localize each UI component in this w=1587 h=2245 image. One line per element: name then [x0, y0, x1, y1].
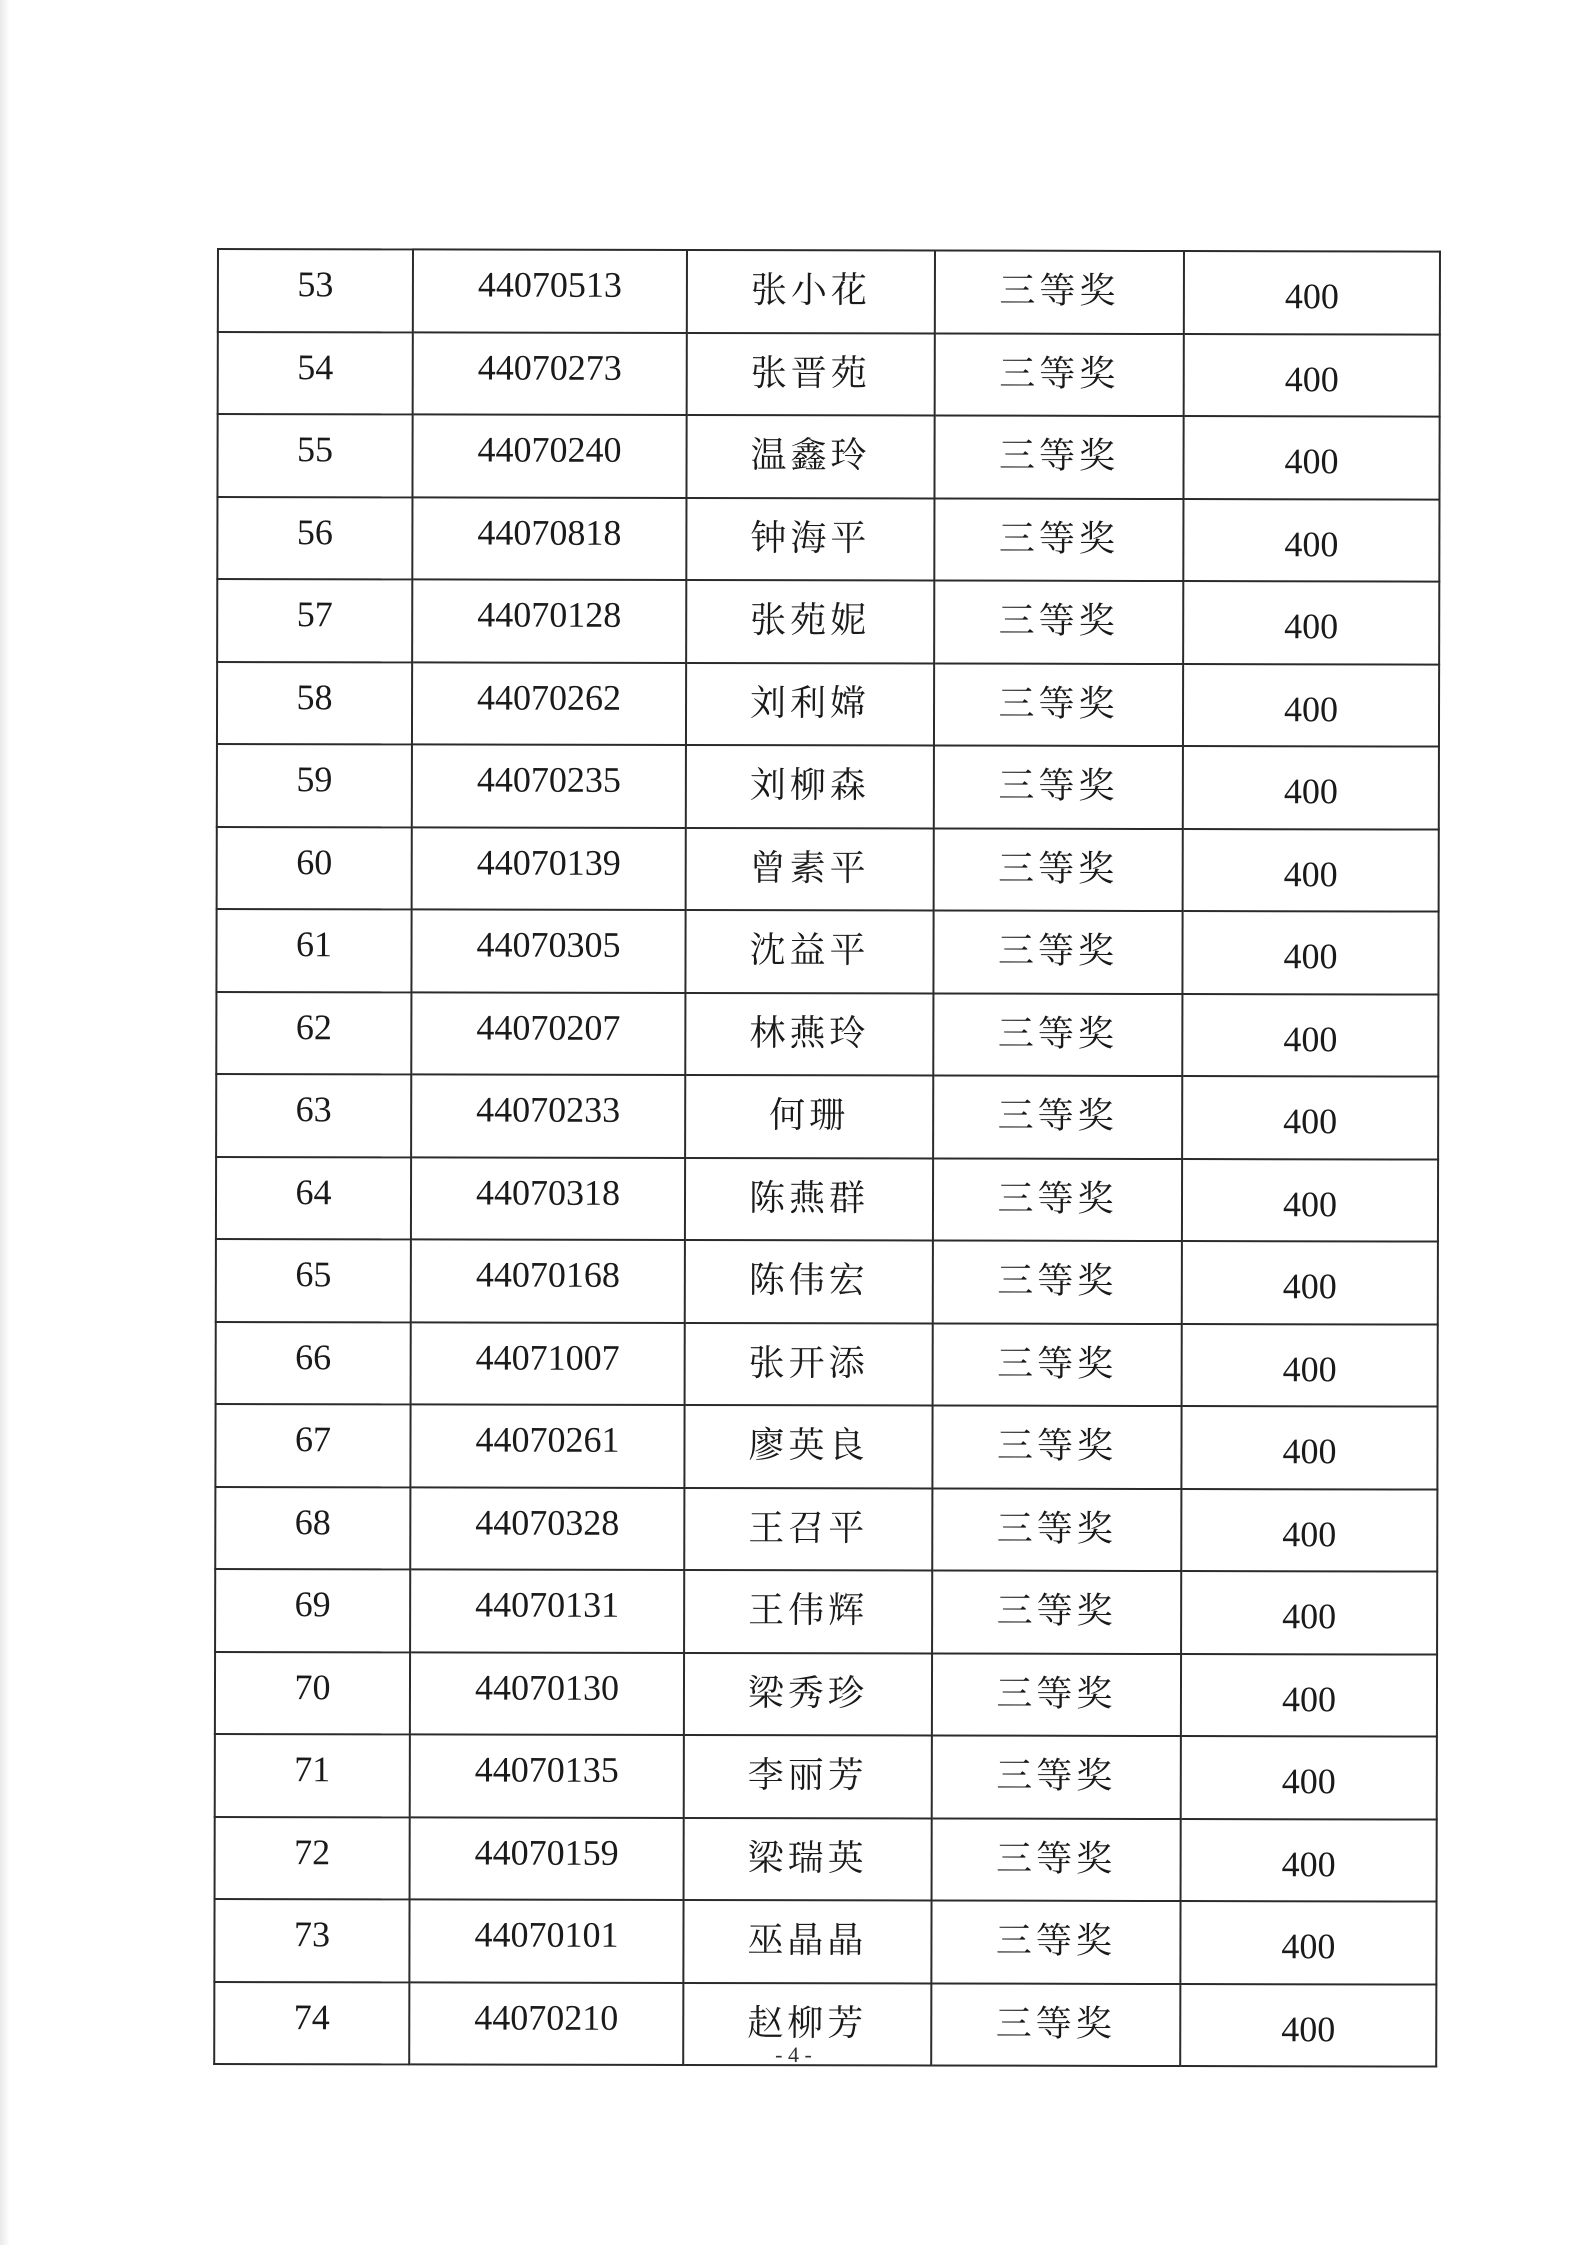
- candidate-id-cell-text: 44070139: [476, 842, 621, 883]
- candidate-id-cell: [411, 992, 685, 1075]
- candidate-id-cell: [409, 1899, 683, 1982]
- award-amount-cell: 400: [1183, 499, 1439, 582]
- name-cell: 钟海平: [686, 497, 934, 580]
- name-cell: 李丽芳: [684, 1735, 932, 1818]
- prize-level-cell: 三等奖: [932, 1736, 1181, 1819]
- candidate-id-cell: [413, 249, 687, 332]
- row-number-cell-text: 71: [294, 1749, 331, 1790]
- prize-level-cell: 三等奖: [934, 581, 1183, 664]
- row-number-cell-text: 74: [293, 1996, 330, 2037]
- prize-level-cell: 三等奖: [933, 911, 1182, 994]
- table-row: [217, 497, 1439, 582]
- name-cell: 张苑妮: [686, 580, 934, 663]
- table-row: [216, 1074, 1438, 1159]
- candidate-id-cell-text: 44070168: [475, 1254, 620, 1296]
- prize-level-cell: 三等奖: [931, 1901, 1180, 1984]
- candidate-id-cell-text: 44070818: [477, 512, 622, 553]
- award-amount-cell: 400: [1183, 416, 1439, 499]
- candidate-id-cell: [411, 1074, 685, 1157]
- award-amount-cell: 400: [1181, 1736, 1437, 1819]
- candidate-id-cell: [411, 909, 685, 992]
- row-number-cell-text: 67: [294, 1419, 332, 1460]
- prize-level-cell: 三等奖: [934, 498, 1183, 581]
- table-row: [216, 1321, 1438, 1406]
- table-row: [215, 1651, 1437, 1736]
- award-amount-cell: 400: [1183, 664, 1439, 747]
- table-row: [217, 662, 1439, 747]
- candidate-id-cell: [410, 1487, 684, 1570]
- award-amount-cell: 400: [1182, 1324, 1438, 1407]
- name-cell: 温鑫玲: [686, 415, 934, 498]
- row-number-cell: [216, 1239, 411, 1322]
- candidate-id-cell: [412, 579, 686, 662]
- prize-level-cell: 三等奖: [935, 333, 1184, 416]
- candidate-id-cell: [410, 1652, 684, 1735]
- candidate-id-cell-text: 44070210: [474, 1997, 619, 2038]
- award-amount-cell: 400: [1181, 1654, 1437, 1737]
- candidate-id-cell: [410, 1734, 684, 1817]
- table-row: [215, 1569, 1437, 1654]
- row-number-cell: [216, 1321, 411, 1404]
- award-amount-cell: 400: [1183, 829, 1439, 912]
- row-number-cell: [218, 332, 413, 415]
- prize-level-cell: 三等奖: [932, 1488, 1181, 1571]
- row-number-cell: [216, 1157, 411, 1240]
- candidate-id-cell-text: 44071007: [475, 1337, 620, 1378]
- table-row: [216, 909, 1438, 994]
- prize-level-cell: 三等奖: [932, 1406, 1181, 1489]
- table-row: [215, 1486, 1437, 1571]
- row-number-cell: [215, 1734, 410, 1817]
- award-amount-cell: 400: [1182, 1241, 1438, 1324]
- candidate-id-cell: [412, 662, 686, 745]
- row-number-cell: [214, 1899, 409, 1982]
- award-amount-cell: 400: [1182, 1159, 1438, 1242]
- row-number-cell: [217, 497, 412, 580]
- prize-level-cell: 三等奖: [933, 1158, 1182, 1241]
- row-number-cell: [218, 249, 413, 332]
- table-row: [214, 1899, 1436, 1984]
- award-amount-cell: 400: [1184, 251, 1440, 334]
- candidate-id-cell: [411, 1157, 685, 1240]
- row-number-cell-text: 63: [295, 1089, 332, 1130]
- table-row: [218, 249, 1440, 334]
- candidate-id-cell-text: 44070135: [474, 1749, 619, 1791]
- award-amount-cell: 400: [1184, 334, 1440, 417]
- award-amount-cell: 400: [1182, 994, 1438, 1077]
- row-number-cell-text: 66: [295, 1336, 332, 1377]
- candidate-id-cell-text: 44070240: [477, 429, 622, 471]
- candidate-id-cell-text: 44070128: [477, 594, 622, 636]
- prize-level-cell: 三等奖: [933, 1076, 1182, 1159]
- row-number-cell: [217, 414, 412, 497]
- candidate-id-cell-text: 44070207: [476, 1007, 621, 1048]
- name-cell: 何珊: [685, 1075, 933, 1158]
- row-number-cell: [217, 744, 412, 827]
- name-cell: 陈伟宏: [685, 1240, 933, 1323]
- candidate-id-cell: [412, 744, 686, 827]
- table-row: [218, 332, 1440, 417]
- name-cell: 刘利嫦: [686, 662, 934, 745]
- name-cell: 曾素平: [686, 827, 934, 910]
- row-number-cell: [217, 662, 412, 745]
- candidate-id-cell-text: 44070273: [477, 347, 622, 388]
- candidate-id-cell-text: 44070261: [475, 1419, 620, 1461]
- row-number-cell-text: 62: [295, 1006, 332, 1047]
- candidate-id-cell-text: 44070318: [475, 1172, 621, 1213]
- candidate-id-cell: [410, 1569, 684, 1652]
- name-cell: 巫晶晶: [683, 1900, 931, 1983]
- scan-page-edge: [0, 0, 10, 2245]
- prize-level-cell: 三等奖: [933, 1323, 1182, 1406]
- row-number-cell-text: 58: [296, 676, 333, 717]
- candidate-id-cell: [412, 827, 686, 910]
- row-number-cell-text: 61: [295, 924, 333, 965]
- prize-level-cell: 三等奖: [934, 746, 1183, 829]
- name-cell: 廖英良: [684, 1405, 932, 1488]
- candidate-id-cell-text: 44070130: [474, 1667, 620, 1708]
- candidate-id-cell-text: 44070159: [474, 1832, 619, 1873]
- row-number-cell-text: 70: [294, 1666, 331, 1707]
- table-row: [216, 1239, 1438, 1324]
- row-number-cell-text: 65: [295, 1254, 332, 1295]
- row-number-cell: [215, 1404, 410, 1487]
- prize-level-cell: 三等奖: [931, 1983, 1180, 2066]
- row-number-cell-text: 59: [296, 759, 333, 800]
- prize-level-cell: 三等奖: [934, 416, 1183, 499]
- candidate-id-cell: [410, 1817, 684, 1900]
- award-amount-cell: 400: [1182, 911, 1438, 994]
- candidate-id-cell-text: 44070235: [476, 759, 621, 801]
- name-cell: 王召平: [684, 1487, 932, 1570]
- row-number-cell-text: 73: [293, 1914, 331, 1955]
- candidate-id-cell: [411, 1239, 685, 1322]
- name-cell: 张小花: [687, 250, 935, 333]
- candidate-id-cell-text: 44070101: [474, 1914, 619, 1956]
- candidate-id-cell: [413, 332, 687, 415]
- candidate-id-cell: [412, 497, 686, 580]
- prize-level-cell: 三等奖: [935, 251, 1184, 334]
- candidate-id-cell-text: 44070513: [477, 264, 622, 306]
- award-amount-cell: 400: [1182, 1076, 1438, 1159]
- row-number-cell: [215, 1651, 410, 1734]
- row-number-cell: [217, 827, 412, 910]
- name-cell: 王伟辉: [684, 1570, 932, 1653]
- table-row: [217, 827, 1439, 912]
- table-row: [215, 1816, 1437, 1901]
- award-table-body: [214, 249, 1440, 2067]
- table-row: [217, 579, 1439, 664]
- row-number-cell-text: 60: [296, 841, 333, 882]
- row-number-cell: [215, 1816, 410, 1899]
- name-cell: 陈燕群: [685, 1157, 933, 1240]
- prize-level-cell: 三等奖: [932, 1818, 1181, 1901]
- prize-level-cell: 三等奖: [933, 1241, 1182, 1324]
- award-amount-cell: 400: [1180, 1901, 1436, 1984]
- row-number-cell: [216, 909, 411, 992]
- award-amount-cell: 400: [1180, 1984, 1436, 2067]
- table-row: [217, 414, 1439, 499]
- candidate-id-cell: [412, 414, 686, 497]
- award-amount-cell: 400: [1181, 1406, 1437, 1489]
- row-number-cell-text: 68: [294, 1501, 331, 1542]
- candidate-id-cell-text: 44070233: [476, 1089, 621, 1131]
- name-cell: 刘柳森: [686, 745, 934, 828]
- row-number-cell-text: 64: [295, 1171, 332, 1212]
- award-amount-cell: 400: [1181, 1819, 1437, 1902]
- row-number-cell: [216, 1074, 411, 1157]
- name-cell: 梁瑞英: [684, 1817, 932, 1900]
- table-row: [217, 744, 1439, 829]
- row-number-cell-text: 57: [296, 594, 333, 635]
- name-cell: 林燕玲: [685, 992, 933, 1075]
- table-row: [215, 1734, 1437, 1819]
- row-number-cell-text: 72: [294, 1831, 331, 1872]
- award-amount-cell: 400: [1181, 1571, 1437, 1654]
- table-row: [216, 1157, 1438, 1242]
- row-number-cell-text: 54: [297, 346, 334, 387]
- candidate-id-cell-text: 44070131: [475, 1584, 620, 1626]
- candidate-id-cell: [410, 1404, 684, 1487]
- candidate-id-cell-text: 44070328: [475, 1502, 620, 1543]
- table-row: [215, 1404, 1437, 1489]
- row-number-cell-text: 69: [294, 1584, 331, 1625]
- row-number-cell-text: 55: [297, 429, 334, 470]
- candidate-id-cell-text: 44070262: [477, 677, 622, 718]
- award-amount-cell: 400: [1183, 746, 1439, 829]
- table-row: [216, 992, 1438, 1077]
- row-number-cell: [215, 1569, 410, 1652]
- candidate-id-cell-text: 44070305: [476, 924, 621, 966]
- award-amount-cell: 400: [1183, 581, 1439, 664]
- name-cell: 赵柳芳: [683, 1982, 931, 2065]
- row-number-cell: [217, 579, 412, 662]
- row-number-cell-text: 53: [297, 264, 334, 305]
- page-number: - 4 -: [775, 2042, 812, 2067]
- award-list-table: [213, 248, 1441, 2068]
- name-cell: 沈益平: [685, 910, 933, 993]
- name-cell: 张开添: [685, 1322, 933, 1405]
- name-cell: 张晋苑: [687, 332, 935, 415]
- candidate-id-cell: [411, 1322, 685, 1405]
- prize-level-cell: 三等奖: [934, 828, 1183, 911]
- prize-level-cell: 三等奖: [932, 1653, 1181, 1736]
- prize-level-cell: 三等奖: [933, 993, 1182, 1076]
- award-amount-cell: 400: [1181, 1489, 1437, 1572]
- row-number-cell: [216, 992, 411, 1075]
- prize-level-cell: 三等奖: [932, 1571, 1181, 1654]
- row-number-cell-text: 56: [296, 511, 333, 552]
- row-number-cell: [215, 1486, 410, 1569]
- prize-level-cell: 三等奖: [934, 663, 1183, 746]
- name-cell: 梁秀珍: [684, 1652, 932, 1735]
